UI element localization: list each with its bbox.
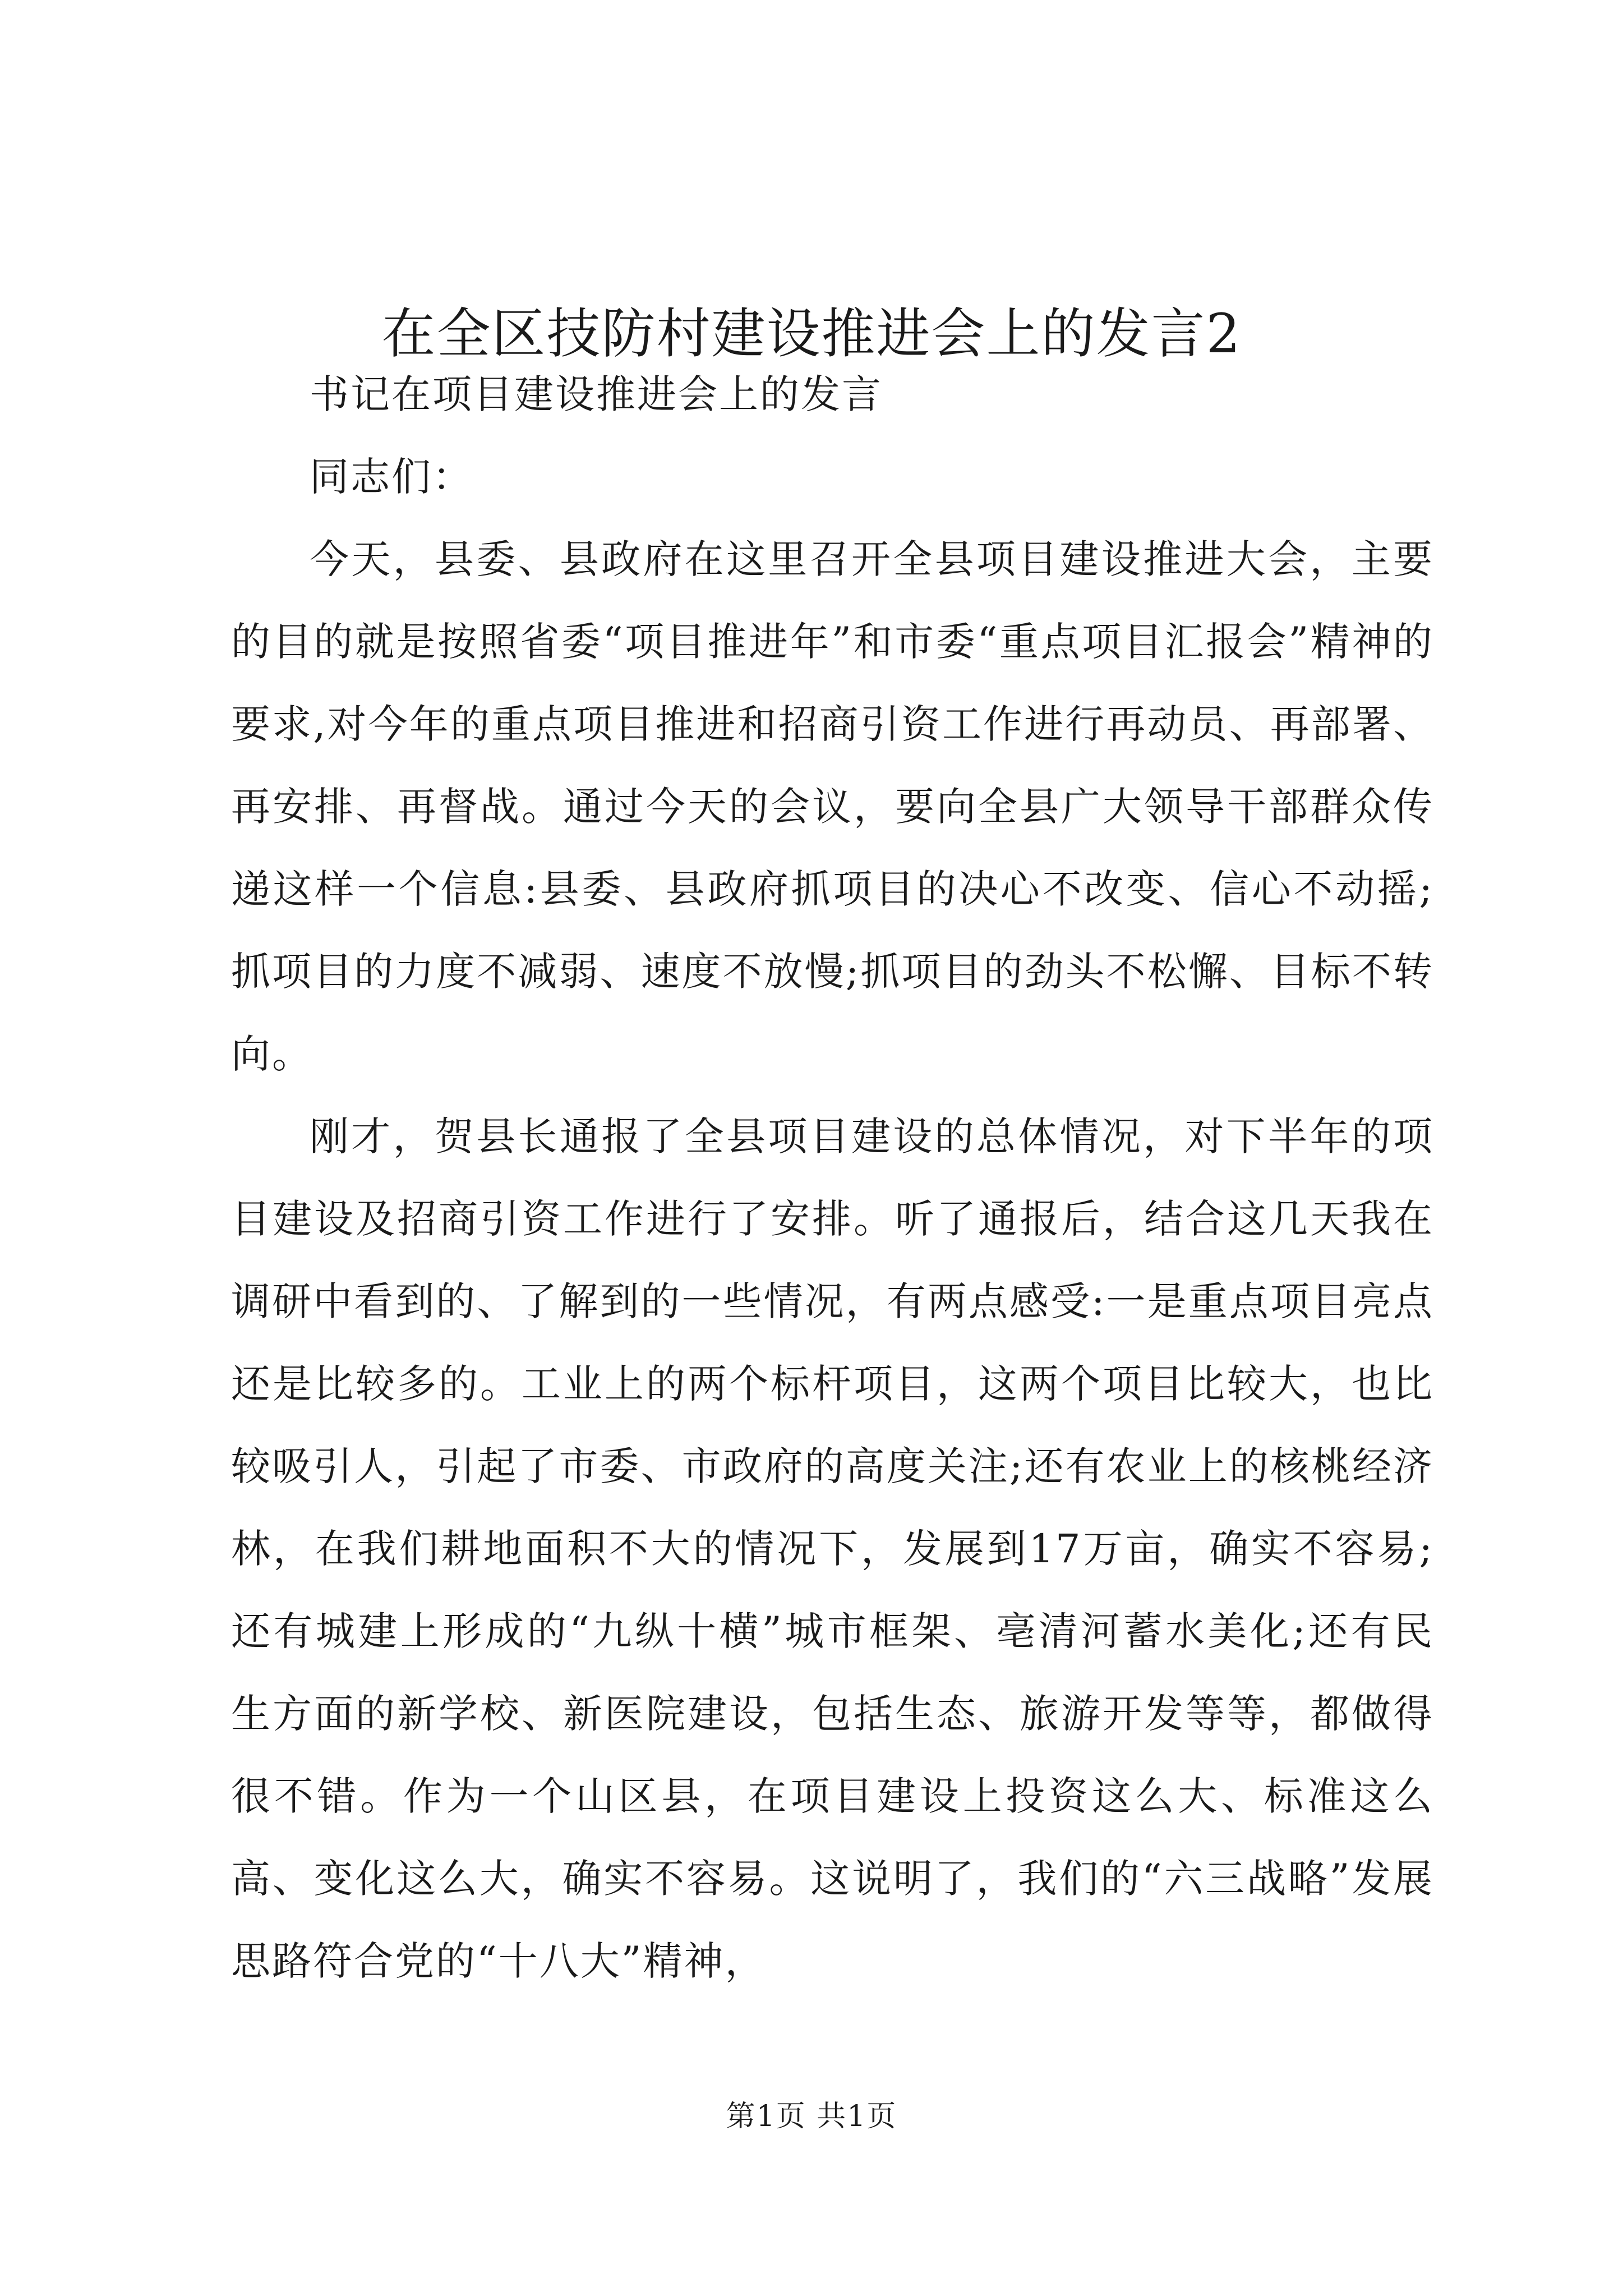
page-footer: 第1页 共1页 bbox=[726, 2100, 897, 2133]
paragraph-1: 今天，县委、县政府在这里召开全县项目建设推进大会，主要的目的就是按照省委“项目推进年”和市委“重点项目汇报会”精神的要求,对今年的重点项目推进和招商引资工作进行再动员、再部署、再安排、再督战。通过今天的会议，要向全县广大领导干部群众传递这样一个信息:县委、县政府抓项目的决心不改变、信心不动摇;抓项目的力度不减弱、速度不放慢;抓项目的劲头不松懈、目标不转向。 bbox=[231, 536, 1434, 1077]
paragraph-salutation: 同志们： bbox=[310, 454, 473, 500]
paragraph-subtitle: 书记在项目建设推进会上的发言 bbox=[310, 371, 883, 417]
paragraph-2: 刚才，贺县长通报了全县项目建设的总体情况，对下半年的项目建设及招商引资工作进行了安排。听了通报后，结合这几天我在调研中看到的、了解到的一些情况，有两点感受:一是重点项目亮点还是比较多的。工业上的两个标杆项目，这两个项目比较大，也比较吸引人，引起了市委、市政府的高度关注;还有农业上的核桃经济林，在我们耕地面积不大的情况下，发展到17万亩，确实不容易;还有城建上形成的“九纵十横”城市框架、亳清河蓄水美化;还有民生方面的新学校、新医院建设，包括生态、旅游开发等等，都做得很不错。作为一个山区县，在项目建设上投资这么大、标准这么高、变化这么大，确实不容易。这说明了，我们的“六三战略”发展思路符合党的“十八大”精神， bbox=[231, 1114, 1434, 1984]
document-body bbox=[231, 353, 1434, 2003]
document-title: 在全区技防村建设推进会上的发言2 bbox=[381, 302, 1242, 365]
